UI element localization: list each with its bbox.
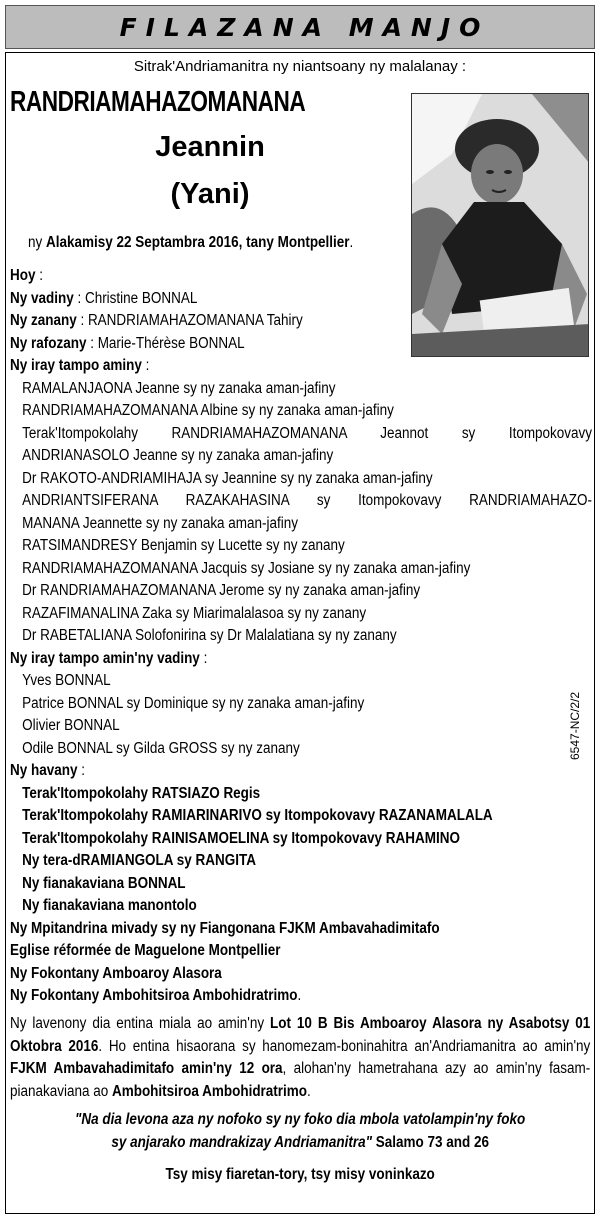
hoy-label: Hoy: [10, 267, 36, 284]
rafozany-value: : Marie-Thérèse BONNAL: [86, 334, 245, 352]
funeral-text: .: [307, 1082, 311, 1100]
zanany-label: Ny zanany: [10, 312, 77, 329]
list-item: RAZAFIMANALINA Zaka sy Miarimalalasoa sy ny zanany: [22, 604, 367, 622]
list-item: Odile BONNAL sy Gilda GROSS sy ny zanany: [22, 739, 300, 757]
header-title: FILAZANA MANJO: [119, 12, 490, 42]
list-item: RAMALANJAONA Jeanne sy ny zanaka aman-jafiny: [22, 379, 336, 397]
funeral-text: , alohan'ny hametrahana azy ao amin'ny fasam-pianakaviana ao: [10, 1060, 591, 1100]
list-item: Terak'Itompokolahy RATSIAZO Regis: [22, 784, 261, 802]
death-date-place: Alakamisy 22 Septambra 2016, tany Montpellier: [45, 234, 350, 251]
zanany-line: [10, 310, 592, 333]
funeral-bold: Lot 10 B Bis Amboaroy Alasora ny Asabotsy 01 Oktobra 2016: [10, 1015, 591, 1055]
vadiny-value: : Christine BONNAL: [73, 289, 198, 307]
vadiny-line: [10, 288, 592, 311]
org-name: Ny Fokontany Ambohitsiroa Ambohidratrimo: [10, 987, 298, 1004]
havany-label: Ny havany: [10, 762, 78, 779]
tampo-heading: [10, 355, 592, 378]
death-suffix: .: [349, 234, 354, 251]
vadiny-tampo-label: Ny iray tampo amin'ny vadiny: [10, 649, 200, 667]
org-line: Ny Mpitandrina mivady sy ny Fiangonana FJKM Ambavahadimitafo: [10, 919, 440, 937]
list-item: RATSIMANDRESY Benjamin sy Lucette sy ny zanany: [22, 537, 345, 554]
quote-reference: Salamo 73 and 26: [372, 1133, 489, 1151]
header-banner: [5, 5, 595, 49]
org-line: Eglise réformée de Maguelone Montpellier: [10, 942, 281, 959]
rafozany-line: [10, 333, 592, 356]
list-item: RANDRIAMAHAZOMANANA Albine sy ny zanaka aman-jafiny: [22, 402, 394, 419]
list-item: ANDRIANTSIFERANA RAZAKAHASINA sy Itompokovavy RANDRIAMAHAZO-: [22, 492, 593, 509]
family-list: [10, 265, 592, 1008]
list-item: ANDRIANASOLO Jeanne sy ny zanaka aman-jafiny: [22, 447, 334, 464]
tampo-label: Ny iray tampo aminy: [10, 357, 142, 374]
vadiny-label: Ny vadiny: [10, 289, 74, 307]
list-item: Dr RABETALIANA Solofonirina sy Dr Malalatiana sy ny zanany: [22, 627, 397, 644]
hoy-line: [10, 265, 592, 288]
closing-note: Tsy misy fiaretan-tory, tsy misy voninkazo: [165, 1166, 435, 1183]
list-item: Terak'Itompokolahy RAMIARINARIVO sy Itompokovavy RAZANAMALALA: [22, 807, 493, 824]
deceased-firstname: Jeannin: [155, 131, 265, 163]
list-item: RANDRIAMAHAZOMANANA Jacquis sy Josiane sy ny zanaka aman-jafiny: [22, 559, 471, 577]
rafozany-label: Ny rafozany: [10, 334, 87, 352]
tampo-suffix: :: [141, 357, 150, 374]
deceased-surname: RANDRIAMAHAZOMANANA: [10, 86, 306, 118]
quote-text: sy anjarako mandrakizay Andriamanitra": [111, 1133, 373, 1151]
zanany-value: : RANDRIAMAHAZOMANANA Tahiry: [76, 312, 303, 329]
reference-code: 6547-NC/2/2: [568, 691, 582, 760]
funeral-paragraph: [10, 1013, 590, 1103]
funeral-bold: FJKM Ambavahadimitafo amin'ny 12 ora: [10, 1060, 283, 1077]
list-item: Dr RAKOTO-ANDRIAMIHAJA sy Jeannine sy ny zanaka aman-jafiny: [22, 469, 433, 487]
funeral-bold: Ambohitsiroa Ambohidratrimo: [111, 1082, 308, 1100]
vadiny-tampo-suffix: :: [199, 649, 208, 667]
deceased-nickname: (Yani): [170, 178, 250, 210]
list-item: Ny fianakaviana BONNAL: [22, 874, 186, 892]
list-item: Terak'Itompokolahy RAINISAMOELINA sy Itompokovavy RAHAMINO: [22, 829, 460, 847]
list-item: Patrice BONNAL sy Dominique sy ny zanaka aman-jafiny: [22, 694, 365, 712]
havany-suffix: :: [77, 762, 85, 779]
hoy-suffix: :: [35, 267, 43, 284]
list-item: Ny fianakaviana manontolo: [22, 897, 197, 914]
org-end: .: [297, 987, 302, 1004]
vadiny-tampo-heading: [10, 648, 592, 671]
list-item: Olivier BONNAL: [22, 717, 120, 734]
list-item: Dr RANDRIAMAHAZOMANANA Jerome sy ny zanaka aman-jafiny: [22, 582, 421, 599]
funeral-text: Ny lavenony dia entina miala ao amin'ny: [10, 1015, 271, 1032]
list-item: Ny tera-dRAMIANGOLA sy RANGITA: [22, 852, 256, 869]
funeral-text: . Ho entina hisaorana sy hanomezam-boninahitra an'Andriamanitra ao amin'ny: [98, 1037, 591, 1055]
havany-heading: [10, 760, 592, 783]
quote-line-1: "Na dia levona aza ny nofoko sy ny foko dia mbola vatolampin'ny foko: [75, 1111, 526, 1128]
bible-quote: [0, 1109, 600, 1154]
death-info: [28, 234, 353, 252]
list-item: Terak'Itompokolahy RANDRIAMAHAZOMANANA Jeannot sy Itompokovavy: [22, 424, 593, 442]
org-line: Ny Fokontany Amboaroy Alasora: [10, 964, 222, 982]
org-line-last: [10, 985, 592, 1008]
quote-line-2: [0, 1132, 600, 1155]
list-item: MANANA Jeannette sy ny zanaka aman-jafiny: [22, 514, 299, 532]
list-item: Yves BONNAL: [22, 672, 111, 689]
death-prefix: ny: [28, 234, 46, 251]
intro-text: Sitrak'Andriamanitra ny niantsoany ny malalanay :: [133, 58, 467, 75]
